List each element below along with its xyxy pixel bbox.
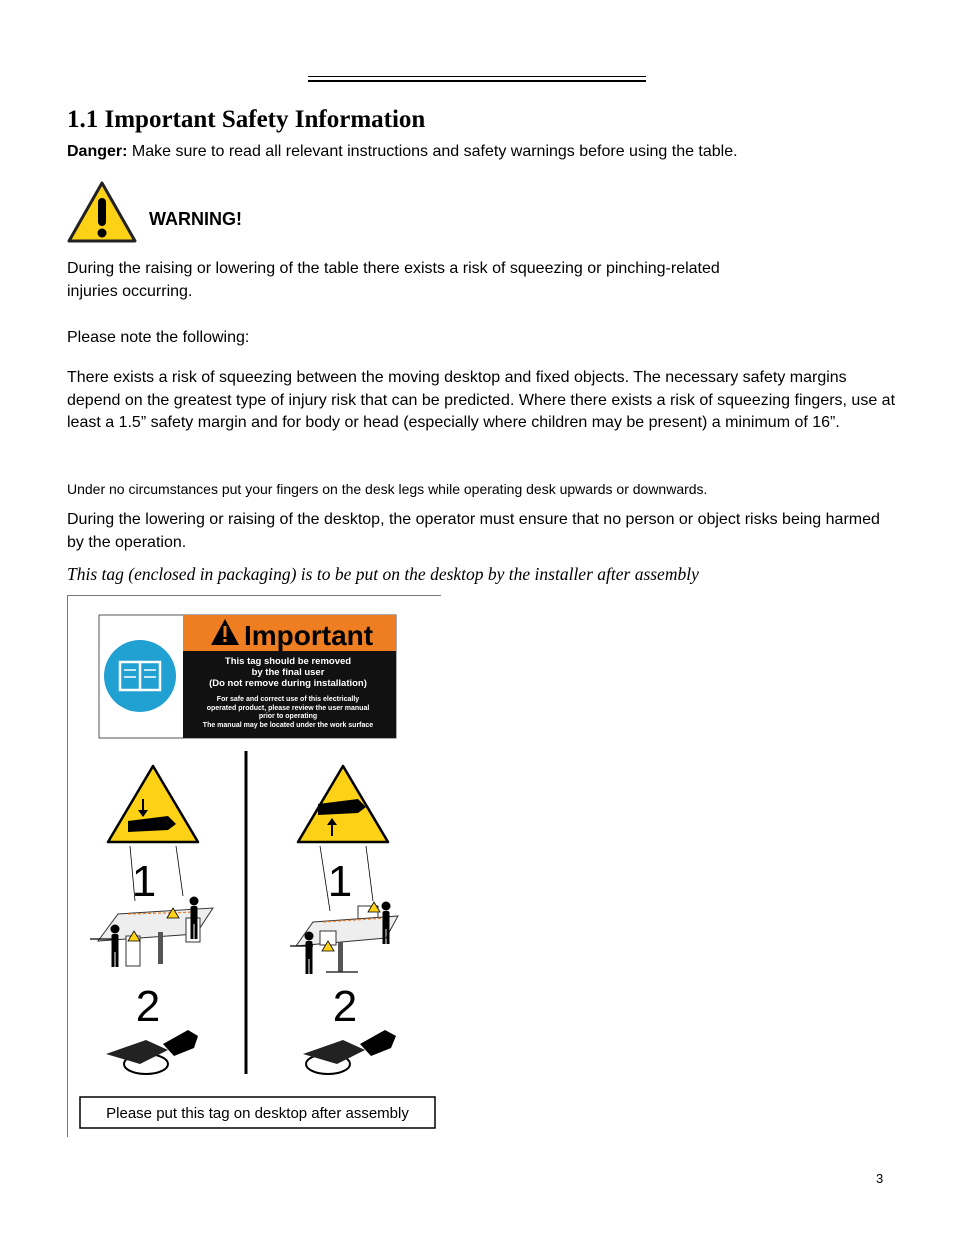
right-hand-switch-icon xyxy=(303,1030,396,1074)
tag-small-4: The manual may be located under the work surface xyxy=(202,722,374,729)
pinch-risk-line2: injuries occurring. xyxy=(67,283,193,300)
tag-footer-text: Please put this tag on desktop after assembly xyxy=(106,1105,409,1122)
tag-instruction: This tag (enclosed in packaging) is to be put on the desktop by the installer after assembly xyxy=(67,564,699,584)
right-desk-scene-icon xyxy=(290,902,398,975)
tag-small-3: prior to operating xyxy=(258,713,318,720)
tag-small-1: For safe and correct use of this electrically xyxy=(216,696,360,703)
warning-heading: WARNING! xyxy=(149,209,242,229)
left-hand-switch-icon xyxy=(106,1030,198,1074)
pinch-risk-line1: During the raising or lowering of the table there exists a risk of squeezing or pinching-related xyxy=(67,260,720,277)
fingers-warning: Under no circumstances put your fingers on the desk legs while operating desk upwards or downwards. xyxy=(67,481,708,497)
note-intro: Please note the following: xyxy=(67,329,250,346)
right-step-1-label: 1 xyxy=(327,857,353,906)
page-number: 3 xyxy=(876,1171,884,1186)
left-step-1-label: 1 xyxy=(131,857,157,906)
pinch-down-sign-icon xyxy=(108,766,198,842)
safety-tag-figure xyxy=(67,595,441,1137)
danger-text: Make sure to read all relevant instructions and safety warnings before using the table. xyxy=(127,143,738,160)
left-step-2-label: 2 xyxy=(135,982,161,1031)
safety-margin-paragraph: There exists a risk of squeezing between the moving desktop and fixed objects. The necessary safety margins depend on the greatest type of injury risk that can be predicted. Where there exists a risk of squeezing fingers, use at least a 1.5” safety margin and for body or head (especially where children may be present) a minimum of 16”. xyxy=(67,369,896,431)
section-title: 1.1 Important Safety Information xyxy=(67,106,426,133)
header-rule-top xyxy=(308,76,646,77)
tag-important-title: Important xyxy=(244,620,374,651)
safety-tag-illustration xyxy=(68,596,441,1137)
danger-label: Danger: xyxy=(67,143,128,160)
tag-line-2: by the final user xyxy=(251,667,325,678)
operator-paragraph: During the lowering or raising of the desktop, the operator must ensure that no person or object risks being harmed by the operation. xyxy=(67,511,880,551)
left-desk-scene-icon xyxy=(90,897,213,968)
tag-line-3: (Do not remove during installation) xyxy=(209,678,367,689)
header-rule-bottom xyxy=(308,80,646,82)
right-step-2-label: 2 xyxy=(332,982,358,1031)
danger-paragraph xyxy=(67,141,897,164)
tag-line-1: This tag should be removed xyxy=(224,656,352,667)
pinch-up-sign-icon xyxy=(298,766,388,842)
warning-triangle-icon xyxy=(67,181,137,243)
tag-small-2: operated product, please review the user manual xyxy=(206,705,370,712)
